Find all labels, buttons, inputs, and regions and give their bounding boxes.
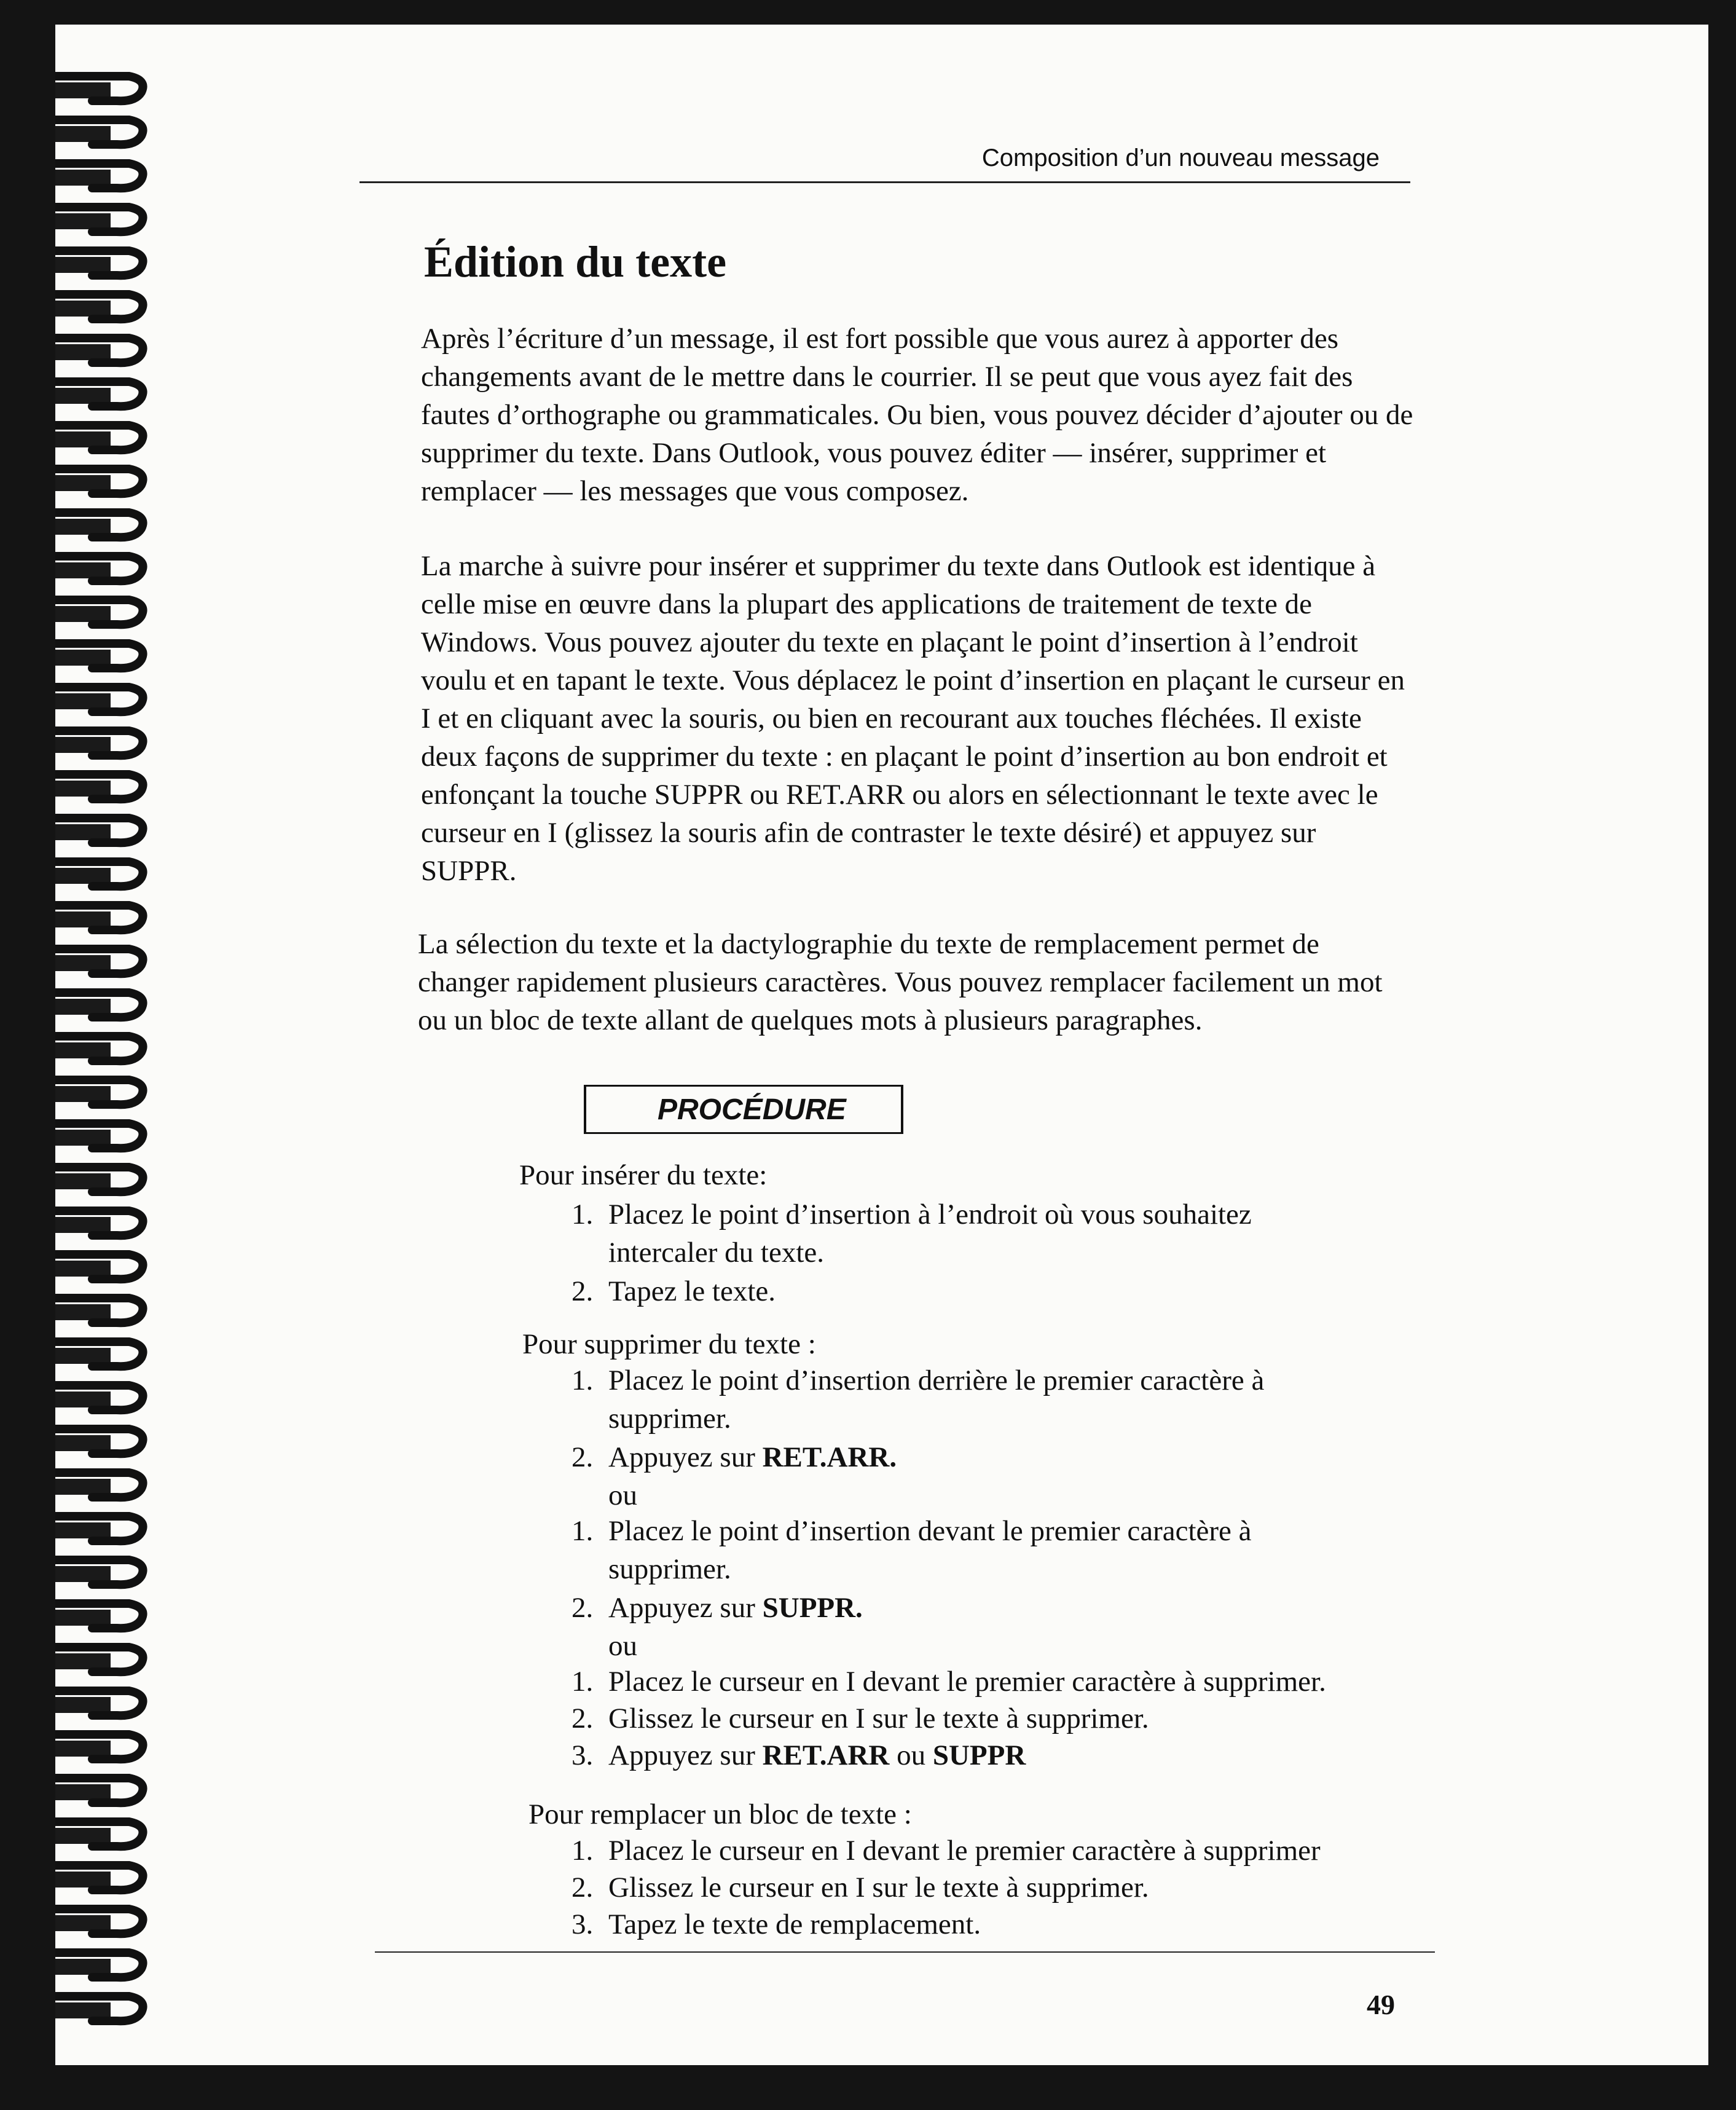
coil-shadow <box>55 1653 111 1669</box>
coil-shadow <box>55 1086 111 1102</box>
coil-shadow <box>55 562 111 578</box>
list-item: 1. Placez le point d’insertion derrière le premier caractère à supprimer. <box>571 1364 1265 1435</box>
coil-shadow <box>55 213 111 229</box>
list-item: 2. Glissez le curseur en I sur le texte à supprimer. <box>571 1703 1149 1734</box>
coil-shadow <box>55 955 111 971</box>
coil-shadow <box>55 824 111 840</box>
coil-shadow <box>55 1522 111 1538</box>
coil-shadow <box>55 344 111 360</box>
procedure-label: PROCÉDURE <box>654 1093 850 1127</box>
coil-shadow <box>55 82 111 98</box>
page-title: Édition du texte <box>424 237 727 286</box>
coil-shadow <box>55 301 111 317</box>
key-label: SUPPR <box>932 1739 1026 1771</box>
paragraph-2: La marche à suivre pour insérer et supprimer du texte dans Outlook est identique à celle mise en œuvre dans la plupart des applications de traitement de texte de Windows. Vous pouvez ajouter du texte en plaçant le point d’insertion à l’endroit voulu et en tapant le texte. Vous déplacez le point d’insertion en plaçant le curseur en I et en cliquant avec la souris, ou bien en recourant aux touches fléchées. Il existe deux façons de supprimer du texte : en plaçant le point d’insertion au bon endroit et enfonçant la touche SUPPR ou RET.ARR ou alors en sélectionnant le texte avec le curseur en I (glissez la souris afin de contraster le texte désiré) et appuyez sur SUPPR. <box>421 550 1405 887</box>
coil-shadow <box>55 170 111 186</box>
coil-shadow <box>55 1217 111 1233</box>
list-item: 2. Tapez le texte. <box>571 1275 776 1307</box>
coil-shadow <box>55 1697 111 1713</box>
coil-shadow <box>55 519 111 535</box>
list-item: 1. Placez le curseur en I devant le premier caractère à supprimer <box>571 1835 1321 1867</box>
procedure-box <box>584 1085 903 1134</box>
coil-shadow <box>55 1784 111 1800</box>
paragraph-3: La sélection du texte et la dactylographie du texte de remplacement permet de changer rapidement plusieurs caractères. Vous pouvez remplacer facilement un mot ou un bloc de texte allant de quelques mots à plusieurs paragraphes. <box>418 928 1383 1036</box>
coil-shadow <box>55 1435 111 1451</box>
paragraph-1: Après l’écriture d’un message, il est fort possible que vous aurez à apporter des changements avant de le mettre dans le courrier. Il se peut que vous ayez fait des fautes d’orthographe ou grammaticales. Ou bien, vous pouvez décider d’ajouter ou de supprimer du texte. Dans Outlook, vous pouvez éditer — insérer, supprimer et remplacer — les messages que vous composez. <box>421 323 1413 507</box>
list-item: 3. Appuyez sur RET.ARR ou SUPPR <box>571 1739 1026 1771</box>
book-page <box>55 25 1708 2065</box>
coil-shadow <box>55 475 111 491</box>
coil-shadow <box>55 1828 111 1844</box>
coil-shadow <box>55 388 111 404</box>
list-item: 1. Placez le curseur en I devant le premier caractère à supprimer. <box>571 1666 1326 1698</box>
coil-shadow <box>55 257 111 273</box>
coil-shadow <box>55 650 111 666</box>
coil-shadow <box>55 1042 111 1058</box>
insert-heading: Pour insérer du texte: <box>519 1159 768 1191</box>
list-item: 2. Appuyez sur RET.ARR. ou <box>571 1438 897 1514</box>
header-rule <box>359 181 1410 183</box>
coil-shadow <box>55 2002 111 2018</box>
coil-shadow <box>55 1915 111 1931</box>
or-label: ou <box>608 1479 637 1511</box>
coil-shadow <box>55 1304 111 1320</box>
coil-shadow <box>55 999 111 1015</box>
coil-shadow <box>55 1959 111 1975</box>
coil-shadow <box>55 126 111 142</box>
key-label: RET.ARR <box>762 1739 890 1771</box>
list-item: 1. Placez le point d’insertion à l’endroit où vous souhaitez intercaler du texte. <box>571 1199 1252 1269</box>
coil-shadow <box>55 1348 111 1364</box>
running-header: Composition d’un nouveau message <box>981 144 1380 171</box>
delete-heading: Pour supprimer du texte : <box>522 1328 816 1360</box>
list-item: 2. Appuyez sur SUPPR. ou <box>571 1589 863 1665</box>
coil-shadow <box>55 737 111 753</box>
coil-shadow <box>55 1392 111 1407</box>
coil-shadow <box>55 1261 111 1277</box>
coil-shadow <box>55 1872 111 1888</box>
key-label: SUPPR. <box>762 1592 863 1624</box>
coil-shadow <box>55 868 111 884</box>
coil-shadow <box>55 693 111 709</box>
key-label: RET.ARR. <box>762 1441 897 1473</box>
list-item: 3. Tapez le texte de remplacement. <box>571 1908 981 1940</box>
coil-shadow <box>55 1130 111 1146</box>
page-number: 49 <box>1367 1989 1395 2020</box>
spiral-binding <box>55 61 215 2102</box>
coil-shadow <box>55 1479 111 1495</box>
coil-shadow <box>55 781 111 797</box>
coil-shadow <box>55 1610 111 1626</box>
coil-shadow <box>55 431 111 447</box>
coil-shadow <box>55 1741 111 1757</box>
coil-shadow <box>55 1173 111 1189</box>
list-item: 2. Glissez le curseur en I sur le texte à supprimer. <box>571 1872 1149 1903</box>
or-label: ou <box>608 1630 637 1662</box>
coil-shadow <box>55 1566 111 1582</box>
replace-heading: Pour remplacer un bloc de texte : <box>528 1798 912 1830</box>
coil-shadow <box>55 911 111 927</box>
coil-shadow <box>55 606 111 622</box>
list-item: 1. Placez le point d’insertion devant le premier caractère à supprimer. <box>571 1515 1252 1585</box>
footer-rule <box>375 1951 1435 1953</box>
